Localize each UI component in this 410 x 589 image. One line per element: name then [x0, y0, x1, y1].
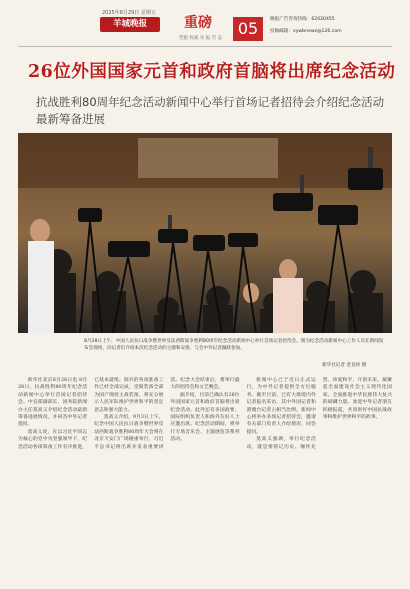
- submission-email: 投稿邮箱：xywbnews@126.com: [270, 29, 342, 34]
- photo-credit: 新华社记者 金良快 摄: [322, 363, 367, 368]
- contact-info: [270, 14, 342, 38]
- section-tags: 凭据 权威 实 报 告 态: [179, 36, 223, 41]
- photo-caption: 8月28日上午，中国人民抗日战争暨世界反法西斯战争胜利80周年纪念活动新闻中心举行首场记者招待会。图为纪念活动新闻中心工作人员在新闻发布会现场，向记者们介绍本次纪念活动的主题和安排。与会中外记者踊跃参加。: [84, 339, 384, 351]
- photo-illustration: [18, 133, 392, 333]
- article-headline: 26位外国国家元首和政府首脑将出席纪念活动: [28, 62, 396, 82]
- section-title: 重磅: [184, 15, 212, 31]
- body-paragraph: 新华社北京8月28日电 8月28日，抗战胜利80周年纪念活动新闻中心举行首场记者招待会。中宣部副部长、国务院新闻办主任莫高义介绍纪念活动最新筹备进展情况，并回答中外记者提问。: [18, 378, 88, 428]
- header-divider: [18, 46, 392, 47]
- issue-date: 2025年8月29日 星期五: [102, 10, 156, 16]
- ad-hotline: 晚报广告咨询热线：62020455: [270, 17, 335, 22]
- body-paragraph: 莫高义介绍，9月3日上午，纪念中国人民抗日战争暨世界反法西斯战争胜利80周年大会将在北京天安门广场隆重举行，习近平总书记将出席并发表重要讲话。纪念大会结束后，将举行盛大的招待会和文艺晚会。: [94, 378, 240, 450]
- article-body: [18, 377, 392, 583]
- page-number: 05: [233, 17, 263, 41]
- body-paragraph: 新闻中心已于近日正式运行，为中外记者提供全方位服务。截至目前，已有大批境内外记者报名采访，其中外国记者和港澳台记者占相当比例。新闻中心将举办多场记者招待会，邀请有关部门负责人介绍情况、回答提问。: [246, 378, 316, 435]
- masthead: [0, 0, 410, 46]
- body-paragraph: 莫高义说，在以习近平同志为核心的党中央坚强领导下，纪念活动各项筹备工作有序推进，已基本就绪。阅兵的各项准备工作已经全部完成，受阅装备全部为国产现役主战装备，将充分展示人民军队维护世界和平的坚定意志和强大能力。: [18, 378, 164, 450]
- body-paragraph: 莫高义强调，举行纪念活动，就是要铭记历史、缅怀先烈、珍爱和平、开创未来，凝聚起全面建设社会主义现代化国家、全面推进中华民族伟大复兴的磅礴力量。欢迎中外记者朋友积极报道，共同讲好中国抗战故事和维护世界和平的故事。: [246, 378, 392, 450]
- article-subheadline: 抗战胜利80周年纪念活动新闻中心举行首场记者招待会介绍纪念活动最新筹备进展: [36, 95, 385, 126]
- press-conference-photo: [18, 133, 392, 333]
- newspaper-logo: 羊城晚报: [100, 17, 160, 32]
- body-paragraph: 据介绍，目前已确认有26位外国国家元首和政府首脑将出席纪念活动，此外还有多国政要、国际组织负责人和海外友好人士应邀出席。纪念活动期间，将举行专场音乐会、主题展览等系列活动。: [170, 392, 240, 443]
